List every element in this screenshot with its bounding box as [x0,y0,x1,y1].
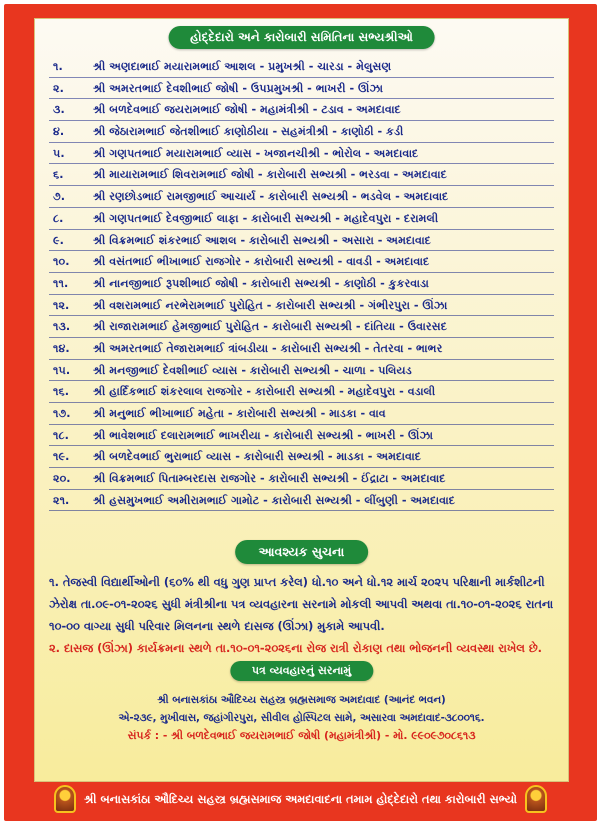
member-row [35,78,568,100]
notice-title: આવશ્યક સુચના [235,540,369,564]
member-details: શ્રી વસંતભાઈ ભીખાભાઈ રાજગોર - કારોબારી સભ્યશ્રી - વાવડી - અમદાવાદ [93,255,430,269]
footer-banner [34,782,567,816]
member-number: ૧૪. [53,341,70,355]
address-line-2: એ-૨૩૯, મુખીવાસ, જહાંગીરપુરા, સીવીલ હોસ્પિટલ સામે, અસારવા અમદાવાદ-૩૮૦૦૧૬. [118,712,485,724]
member-details: શ્રી હાર્દિકભાઈ શંકરલાલ રાજગોર - કારોબારી સભ્યશ્રી - મહાદેવપુરા - વડાલી [93,385,436,399]
member-row [35,121,568,143]
member-row [35,403,568,425]
content-panel [34,18,569,782]
member-row [35,99,568,121]
member-row [35,208,568,230]
member-number: ૧૦. [53,255,70,269]
footer-text: શ્રી બનાસકાંઠા ઔદિચ્ય સહસ્ત્ર બ્રહ્મસમાજ અમદાવાદના તમામ હોદ્દેદારો તથા કારોબારી સભ્યો [84,791,517,806]
contact-line: સંપર્ક : - શ્રી બળદેવભાઈ જયરામભાઈ જોષી (મહામંત્રીશ્રી) - મો. ૯૯૦૯૭૦૮૬૧૩ [127,729,476,742]
members-list [35,56,568,511]
member-row [35,56,568,78]
member-row [35,316,568,338]
member-number: ૨૧. [53,493,70,507]
member-number: ૧. [53,60,63,73]
member-number: ૨. [53,81,64,95]
member-number: ૧૮. [53,428,69,442]
member-number: ૬. [53,168,64,182]
member-details: શ્રી હસમુખભાઈ અમીરામભાઈ ગામોટ - કારોબારી સભ્યશ્રી - લીંબુણી - અમદાવાદ [93,493,456,507]
member-details: શ્રી રાજારામભાઈ હેમજીભાઈ પુરોહિત - કારોબારી સભ્યશ્રી - દાંતિયા - ઉવારસદ [93,320,447,334]
member-row [35,490,568,512]
address-block [35,691,568,745]
member-details: શ્રી રણછોડભાઈ રામજીભાઈ આચાર્ય - કારોબારી સભ્યશ્રી - ભડવેલ - અમદાવાદ [93,190,449,204]
member-number: ૯. [53,233,64,247]
member-row [35,230,568,252]
address-title: પત્ર વ્યવહારનું સરનામું [230,661,373,681]
member-details: શ્રી અણદાભાઈ મયારામભાઈ આશલ - પ્રમુખશ્રી - ચારડા - મેલુસણ [93,60,392,73]
deity-left-icon [54,785,76,813]
member-row [35,381,568,403]
member-details: શ્રી ગણપતભાઈ દેવજીભાઈ લાફા - કારોબારી સભ્યશ્રી - મહાદેવપુરા - દરામલી [93,211,439,225]
member-details: શ્રી અમરતભાઈ દેવશીભાઈ જોષી - ઉપપ્રમુખશ્રી - ભાખરી - ઊંઝા [93,81,383,95]
address-line-1: શ્રી બનાસકાંઠા ઔદિચ્ય સહસ્ત્ર બ્રહ્મસમાજ અમદાવાદ (આનંદ ભવન) [157,694,446,706]
member-row [35,164,568,186]
member-details: શ્રી ભાવેશભાઈ દલારામભાઈ ભાખરીયા - કારોબારી સભ્યશ્રી - ભાખરી - ઊંઝા [93,428,434,442]
notice-item-1: ૧. તેજસ્વી વિદ્યાર્થીઓની (૬૦% થી વધુ ગુણ પ્રાપ્ત કરેલ) ધો.૧૦ અને ધો.૧૨ માર્ચ ૨૦૨૫ પરિક્ષાની માર્કશીટની ઝેરોક્ષ તા.૦૯-૦૧-૨૦૨૬ સુધી મંત્રીશ્રીના પત્ર વ્યવહારના સરનામે મોકલી આપવી અથવા તા.૧૦-૦૧-૨૦૨૬ રાતના ૧૦-૦૦ વાગ્યા સુધી પરિવાર મિલનના સ્થળે દાસજ (ઊંઝા) મુકામે આપવી. [49,575,554,633]
member-row [35,251,568,273]
member-number: ૧૯. [53,450,70,464]
member-details: શ્રી મનુભાઈ ભીખાભાઈ મહેતા - કારોબારી સભ્યશ્રી - માડકા - વાવ [93,407,386,420]
notice-body [49,571,556,659]
member-row [35,425,568,447]
member-details: શ્રી વશરામભાઈ નરભેરામભાઈ પુરોહિત - કારોબારી સભ્યશ્રી - ગંભીરપુરા - ઊંઝા [93,298,448,312]
notice-item-2: ૨. દાસજ (ઊંઝા) કાર્યક્રમના સ્થળે તા.૧૦-૦૧-૨૦૨૬ના રોજ રાત્રી રોકાણ તથા ભોજનની વ્યવસ્થા રાખેલ છે. [49,641,542,655]
row-divider [49,510,554,511]
member-details: શ્રી માયારામભાઈ શિવરામભાઈ જોષી - કારોબારી સભ્યશ્રી - ભરડવા - અમદાવાદ [93,168,447,182]
office-bearers-title: હોદ્દેદારો અને કારોબારી સમિતિના સભ્યશ્રીઓ [168,26,435,49]
member-details: શ્રી બળદેવભાઈ ભુરાભાઈ વ્યાસ - કારોબારી સભ્યશ્રી - માડકા - અમદાવાદ [93,450,421,464]
member-row [35,360,568,382]
member-number: ૧૨. [53,298,70,312]
member-number: ૧૫. [53,363,71,377]
deity-right-icon [525,785,547,813]
member-number: ૭. [53,190,66,204]
member-details: શ્રી નાનજીભાઈ રૂપશીભાઈ જોષી - કારોબારી સભ્યશ્રી - કાણોઠી - કુકરવાડા [93,276,429,290]
member-row [35,273,568,295]
member-row [35,143,568,165]
member-row [35,186,568,208]
member-details: શ્રી અમરતભાઈ તેજારામભાઈ ત્રાંબડીયા - કારોબારી સભ્યશ્રી - તેતરવા - ભાભર [93,341,443,355]
member-details: શ્રી વિક્રમભાઈ પિતામ્બરદાસ રાજગોર - કારોબારી સભ્યશ્રી - ઈંદ્રાટા - અમદાવાદ [93,472,446,486]
member-number: ૮. [53,211,64,225]
member-number: ૫. [53,146,65,160]
member-details: શ્રી વિક્રમભાઈ શંકરભાઈ આશલ - કારોબારી સભ્યશ્રી - અસારા - અમદાવાદ [93,233,431,247]
member-details: શ્રી ગણપતભાઈ મયારામભાઈ વ્યાસ - ખજાનચીશ્રી - ભોરોલ - અમદાવાદ [93,146,419,160]
member-row [35,295,568,317]
member-details: શ્રી બળદેવભાઈ જયરામભાઈ જોષી - મહામંત્રીશ્રી - ટડાવ - અમદાવાદ [93,103,401,117]
member-details: શ્રી મનજીભાઈ દેવશીભાઈ વ્યાસ - કારોબારી સભ્યશ્રી - ચાળા - પલિયડ [93,363,412,377]
member-number: ૪. [53,125,65,139]
member-number: ૧૩. [53,320,71,334]
member-row [35,338,568,360]
member-number: ૧૬. [53,385,69,399]
member-number: ૩. [53,103,65,117]
member-row [35,446,568,468]
member-number: ૨૦. [53,472,71,486]
member-number: ૧૭. [53,407,71,420]
member-row [35,468,568,490]
member-details: શ્રી જેઠારામભાઈ જેતશીભાઈ કાણોઠીયા - સહમંત્રીશ્રી - કાણોઠી - કડી [93,125,404,139]
member-number: ૧૧. [53,276,69,290]
